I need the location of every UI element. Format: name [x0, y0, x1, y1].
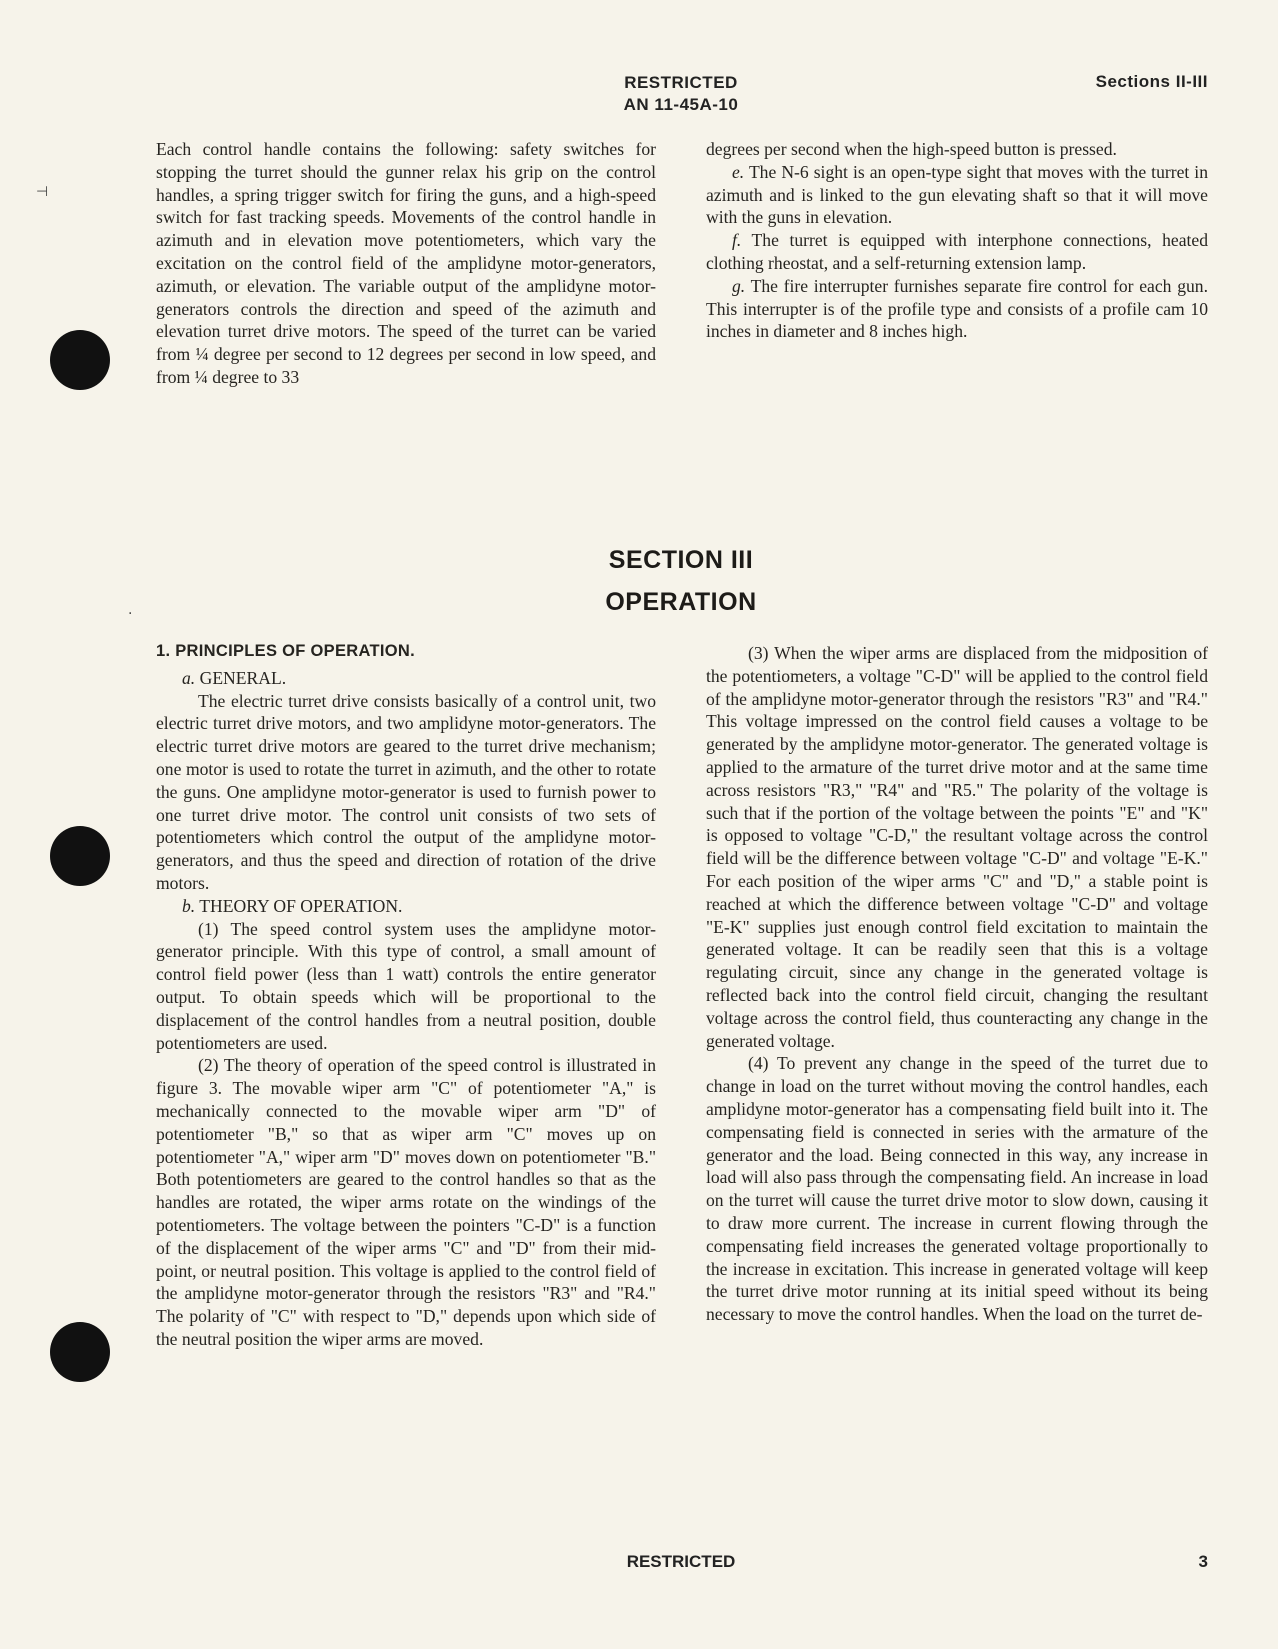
item-label: g. [732, 275, 746, 296]
body-right-column [706, 642, 1208, 1326]
footer-classification: RESTRICTED [626, 1552, 736, 1571]
subheading: THEORY OF OPERATION. [199, 895, 403, 916]
body-left-column [156, 640, 656, 1351]
paragraph: Each control handle contains the following: safety switches for stopping the turret should the gunner relax his grip on the control handles, a spring trigger switch for firing the guns, and a high-speed switch for fast tracking speeds. Movements of the control handle in azimuth and in elevation move potentiometers, which vary the excitation on the control field of the amplidyne motor-generators, azimuth, or elevation. The variable output of the amplidyne motor-generators controls the direction and speed of the azimuth and elevation turret drive motors. The speed of the turret can be varied from ¼ degree per second to 12 degrees per second in low speed, and from ¼ degree to 33 [156, 139, 656, 387]
binder-hole [50, 1322, 110, 1382]
page-header [0, 72, 1278, 116]
binder-hole [50, 826, 110, 886]
paragraph: The fire interrupter furnishes separate fire control for each gun. This interrupter is of the profile type and consists of a profile cam 10 inches in diameter and 8 inches high. [706, 275, 1208, 342]
section-title: OPERATION [605, 588, 757, 616]
paragraph: The N-6 sight is an open-type sight that moves with the turret in azimuth and is linked to the gun elevating shaft so that it will move with the guns in elevation. [706, 161, 1208, 228]
margin-mark: ⊣ [36, 184, 49, 200]
paragraph-heading: 1. PRINCIPLES OF OPERATION. [156, 642, 415, 660]
subheading: GENERAL. [199, 667, 287, 688]
top-left-column [156, 138, 656, 389]
item-label: e. [732, 161, 745, 182]
item-label: a. [182, 667, 196, 688]
margin-mark: · [128, 606, 133, 622]
paragraph: The electric turret drive consists basically of a control unit, two electric turret drive motors, and two amplidyne motor-generators. The electric turret drive motors are geared to the turret drive mechanism; one motor is used to rotate the turret in azimuth, and the other to rotate the guns. One amplidyne motor-generator is used to furnish power to one turret drive motor. The control unit consists of two sets of potentiometers which control the output of the amplidyne motor-generators, and thus the speed and direction of rotation of the drive motors. [156, 690, 656, 893]
item-label: f. [732, 230, 742, 251]
paragraph: The turret is equipped with interphone connections, heated clothing rheostat, and a self-returning extension lamp. [706, 230, 1208, 273]
paragraph: (1) The speed control system uses the amplidyne motor-generator principle. With this type of control, a small amount of control field power (less than 1 watt) controls the entire generator output. To obtain speeds which will be proportional to the displacement of the control handles from a neutral position, double potentiometers are used. [156, 918, 656, 1053]
section-number: SECTION III [608, 546, 754, 574]
paragraph: (2) The theory of operation of the speed control is illustrated in figure 3. The movable wiper arm "C" of potentiometer "A," is mechanically connected to the movable wiper arm "D" of potentiometer "B," so that as wiper arm "C" moves up on potentiometer "A," wiper arm "D" moves down on potentiometer "B." Both potentiometers are geared to the control handles so that as the handles are rotated, the wiper arms rotate on the windings of the potentiometers. The voltage between the pointers "C-D" is a function of the displacement of the wiper arms "C" and "D" from their mid-point, or neutral position. This voltage is applied to the control field of the amplidyne motor-generator through the resistors "R3" and "R4." The polarity of "C" with respect to "D," depends upon which side of the neutral position the wiper arms are moved. [156, 1055, 656, 1349]
header-classification: RESTRICTED [624, 73, 738, 92]
header-doc-number: AN 11-45A-10 [623, 95, 739, 114]
top-right-column [706, 138, 1208, 343]
header-section-ref: Sections II-III [1095, 72, 1208, 91]
binder-hole [50, 330, 110, 390]
paragraph: (3) When the wiper arms are displaced from the midposition of the potentiometers, a voltage "C-D" will be applied to the control field of the amplidyne motor-generator through the resistors "R3" and "R4." This voltage impressed on the control field causes a voltage to be generated by the amplidyne motor-generator. The generated voltage is applied to the armature of the turret drive motor and at the same time across resistors "R3," "R4" and "R5." The polarity of the voltage is such that if the portion of the voltage between the points "E" and "K" is opposed to voltage "C-D," the resultant voltage across the control field will be the difference between voltage "C-D" and voltage "E-K." For each position of the wiper arms "C" and "D," a stable point is reached at which the difference between voltage "C-D" and voltage "E-K" supplies just enough control field excitation to maintain the generated voltage. It can be readily seen that this is a voltage regulating circuit, since any change in the generated voltage is reflected back into the control field circuit, changing the resultant voltage across the control field, thus counteracting any change in the generated voltage. [706, 643, 1208, 1051]
page-number: 3 [1198, 1552, 1208, 1571]
item-label: b. [182, 895, 196, 916]
paragraph: (4) To prevent any change in the speed of the turret due to change in load on the turret without moving the control handles, each amplidyne motor-generator has a compensating field built into it. The compensating field is connected in series with the armature of the generator and the load. Being connected in this way, any increase in load will also pass through the compensating field. An increase in load on the turret will cause the turret drive motor to slow down, causing it to draw more current. The increase in current flowing through the compensating field increases the generated voltage proportionally to the increase in excitation. This increase in generated voltage will keep the turret drive motor running at its initial speed without its being necessary to move the control handles. When the load on the turret de- [706, 1053, 1208, 1325]
paragraph: degrees per second when the high-speed button is pressed. [706, 139, 1117, 159]
